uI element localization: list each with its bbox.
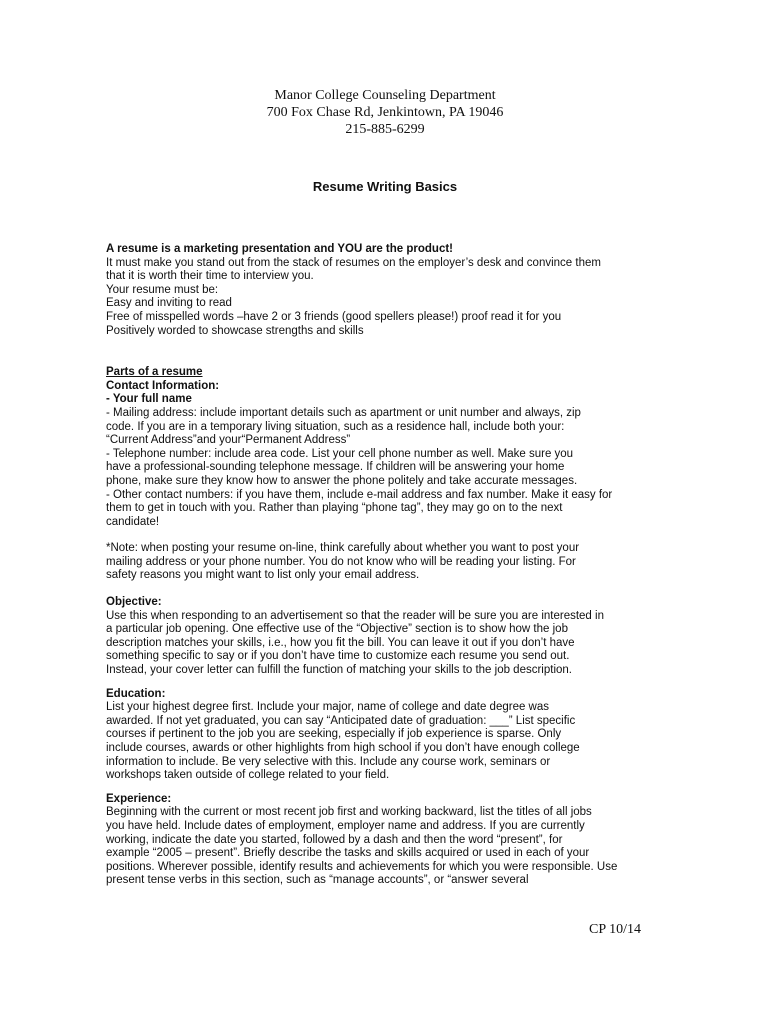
note-section bbox=[106, 542, 666, 583]
experience-line: Beginning with the current or most recent job first and working backward, list the titles of all jobs bbox=[106, 806, 592, 819]
intro-line: Positively worded to showcase strengths and skills bbox=[106, 324, 364, 337]
document-body bbox=[106, 243, 666, 888]
experience-heading: Experience: bbox=[106, 792, 172, 805]
education-line: awarded. If not yet graduated, you can say “Anticipated date of graduation: ___” List specific bbox=[106, 714, 576, 727]
contact-line: “Current Address”and your“Permanent Address” bbox=[106, 434, 351, 447]
education-line: courses if pertinent to the job you are seeking, especially if job experience is sparse. Only bbox=[106, 728, 562, 741]
contact-line: phone, make sure they know how to answer the phone politely and take accurate messages. bbox=[106, 474, 578, 487]
objective-heading: Objective: bbox=[106, 596, 162, 609]
letterhead bbox=[0, 87, 770, 138]
contact-line: - Other contact numbers: if you have them, include e-mail address and fax number. Make it easy for bbox=[106, 488, 613, 501]
parts-heading: Parts of a resume bbox=[106, 366, 203, 379]
objective-line: a particular job opening. One effective use of the “Objective” section is to show how the job bbox=[106, 623, 568, 636]
department-name: Manor College Counseling Department bbox=[274, 88, 496, 103]
intro-line: Free of misspelled words –have 2 or 3 friends (good spellers please!) proof read it for you bbox=[106, 310, 562, 323]
contact-line: - Telephone number: include area code. List your cell phone number as well. Make sure you bbox=[106, 447, 574, 460]
intro-line: It must make you stand out from the stack of resumes on the employer’s desk and convince them bbox=[106, 256, 601, 269]
intro-line: Your resume must be: bbox=[106, 283, 219, 296]
experience-line: working, indicate the date you started, followed by a dash and then the word “present”, for bbox=[106, 833, 563, 846]
objective-section bbox=[106, 596, 666, 678]
note-line: *Note: when posting your resume on-line, think carefully about whether you want to post your bbox=[106, 542, 580, 555]
footer-code: CP 10/14 bbox=[589, 922, 641, 937]
objective-line: Use this when responding to an advertisement so that the reader will be sure you are interested in bbox=[106, 609, 604, 622]
contact-line: candidate! bbox=[106, 515, 160, 528]
spacer bbox=[106, 583, 666, 596]
department-phone: 215-885-6299 bbox=[345, 122, 425, 137]
contact-heading: Contact Information: bbox=[106, 379, 220, 392]
objective-line: Instead, your cover letter can fulfill the function of matching your skills to the job description. bbox=[106, 664, 572, 677]
spacer bbox=[106, 338, 666, 366]
spacer bbox=[106, 529, 666, 542]
contact-line: them to get in touch with you. Rather than playing “phone tag”, they may go on to the next bbox=[106, 502, 563, 515]
contact-line: - Your full name bbox=[106, 393, 192, 406]
spacer bbox=[106, 783, 666, 793]
parts-section bbox=[106, 366, 666, 529]
education-line: include courses, awards or other highlights from high school if you don’t have enough college bbox=[106, 742, 580, 754]
contact-line: have a professional-sounding telephone message. If children will be answering your home bbox=[106, 461, 565, 474]
note-line: mailing address or your phone number. You do not know who will be reading your listing. For bbox=[106, 555, 576, 568]
education-line: List your highest degree first. Include your major, name of college and date degree was bbox=[106, 701, 550, 714]
education-line: workshops taken outside of college related to your field. bbox=[106, 769, 390, 782]
intro-heading: A resume is a marketing presentation and YOU are the product! bbox=[106, 243, 454, 255]
department-address: 700 Fox Chase Rd, Jenkintown, PA 19046 bbox=[266, 105, 504, 120]
education-line: information to include. Be very selective with this. Include any course work, seminars or bbox=[106, 755, 551, 768]
education-heading: Education: bbox=[106, 687, 166, 700]
document-title: Resume Writing Basics bbox=[312, 179, 458, 194]
experience-line: example “2005 – present”. Briefly describe the tasks and skills acquired or used in each of your bbox=[106, 847, 590, 860]
note-line: safety reasons you might want to list only your email address. bbox=[106, 569, 420, 582]
experience-line: positions. Wherever possible, identify results and achievements for which you were responsible. Use bbox=[106, 860, 618, 873]
experience-section bbox=[106, 793, 666, 888]
contact-line: code. If you are in a temporary living situation, such as a residence hall, include both your: bbox=[106, 420, 565, 433]
experience-line: present tense verbs in this section, such as “manage accounts”, or “answer several bbox=[106, 874, 529, 887]
intro-line: Easy and inviting to read bbox=[106, 297, 232, 310]
objective-line: description matches your skills, i.e., how you fit the bill. You can leave it out if you don’t have bbox=[106, 636, 575, 649]
objective-line: something specific to say or if you don’t have time to customize each resume you send out. bbox=[106, 650, 570, 663]
intro-line: that it is worth their time to interview you. bbox=[106, 270, 314, 283]
experience-line: you have held. Include dates of employment, employer name and address. If you are currently bbox=[106, 819, 585, 832]
contact-line: - Mailing address: include important details such as apartment or unit number and always, zip bbox=[106, 406, 581, 419]
spacer bbox=[106, 678, 666, 688]
education-section bbox=[106, 688, 666, 783]
intro-section bbox=[106, 243, 666, 338]
